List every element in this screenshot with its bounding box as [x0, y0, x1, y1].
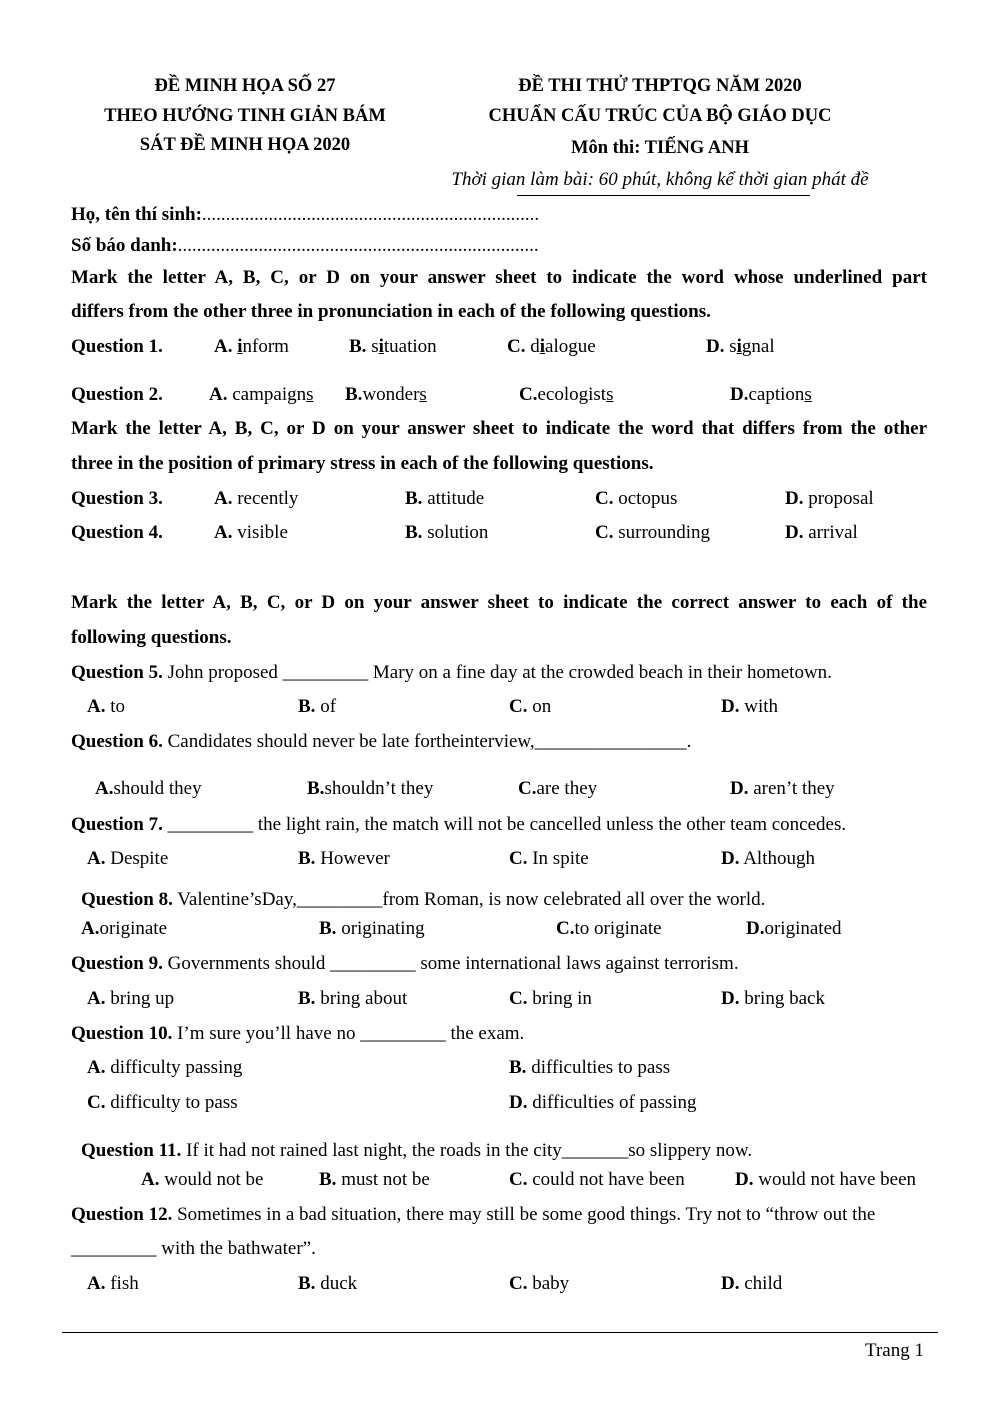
q6-option-d[interactable]: D. aren’t they: [730, 778, 835, 799]
q10-option-d[interactable]: D. difficulties of passing: [509, 1092, 697, 1113]
header-left-line-2: THEO HƯỚNG TINH GIẢN BÁM: [104, 106, 386, 126]
student-id-field: ............................................................................: [177, 235, 539, 256]
q10-option-c[interactable]: C. difficulty to pass: [87, 1092, 238, 1113]
q12-option-c[interactable]: C. baby: [509, 1273, 570, 1294]
q1-option-c[interactable]: C. dialogue: [507, 336, 596, 357]
student-id-label: Số báo danh:: [71, 235, 178, 256]
q7-option-b[interactable]: B. However: [298, 848, 390, 869]
q4-option-b[interactable]: B. solution: [405, 522, 489, 543]
student-name-row: [71, 204, 539, 226]
q3-option-c[interactable]: C. octopus: [595, 488, 678, 509]
footer-divider: [62, 1332, 938, 1333]
q6-option-b[interactable]: B.shouldn’t they: [307, 778, 434, 799]
question-11-stem: Question 11. If it had not rained last night, the roads in the city_______so slippery now.: [81, 1140, 753, 1161]
section-3-instruction-line-1: Mark the letter A, B, C, or D on your answer sheet to indicate the correct answer to each of the: [71, 592, 927, 613]
q1-option-d[interactable]: D. signal: [706, 336, 775, 357]
q10-option-a[interactable]: A. difficulty passing: [87, 1057, 243, 1078]
question-8-stem: Question 8. Valentine’sDay,_________from Roman, is now celebrated all over the world.: [81, 889, 766, 910]
q2-option-c[interactable]: C.ecologists: [519, 384, 614, 405]
section-1-instruction-line-2: differs from the other three in pronunciation in each of the following questions.: [71, 301, 711, 322]
section-2-instruction-line-2: three in the position of primary stress in each of the following questions.: [71, 453, 654, 474]
q5-option-c[interactable]: C. on: [509, 696, 552, 717]
question-4-label: Question 4.: [71, 522, 163, 543]
q4-option-c[interactable]: C. surrounding: [595, 522, 711, 543]
q7-option-d[interactable]: D. Although: [721, 848, 815, 869]
question-6-stem: Question 6. Candidates should never be late fortheinterview,________________.: [71, 731, 692, 752]
q2-option-b[interactable]: B.wonders: [345, 384, 427, 405]
q11-option-a[interactable]: A. would not be: [141, 1169, 264, 1190]
question-2-label: Question 2.: [71, 384, 163, 405]
q9-option-a[interactable]: A. bring up: [87, 988, 175, 1009]
q6-option-a[interactable]: A.should they: [95, 778, 202, 799]
question-9-stem: Question 9. Governments should _________ some international laws against terrorism.: [71, 953, 739, 974]
question-12-stem: Question 12. Sometimes in a bad situation, there may still be some good things. Try not to “throw out the: [71, 1204, 876, 1225]
q7-option-c[interactable]: C. In spite: [509, 848, 589, 869]
q8-option-b[interactable]: B. originating: [319, 918, 425, 939]
q11-option-d[interactable]: D. would not have been: [735, 1169, 916, 1190]
q5-option-a[interactable]: A. to: [87, 696, 126, 717]
header-right-line-3: Môn thi: TIẾNG ANH: [570, 138, 749, 158]
q8-option-d[interactable]: D.originated: [746, 918, 842, 939]
q4-option-d[interactable]: D. arrival: [785, 522, 858, 543]
q8-option-c[interactable]: C.to originate: [556, 918, 662, 939]
q12-option-b[interactable]: B. duck: [298, 1273, 358, 1294]
header-left-line-1: ĐỀ MINH HỌA SỐ 27: [154, 76, 336, 96]
q9-option-d[interactable]: D. bring back: [721, 988, 825, 1009]
section-2-instruction-line-1: Mark the letter A, B, C, or D on your answer sheet to indicate the word that differs from the other: [71, 418, 927, 439]
exam-time: Thời gian làm bài: 60 phút, không kể thời gian phát đề: [451, 169, 869, 190]
q5-option-b[interactable]: B. of: [298, 696, 337, 717]
q1-option-a[interactable]: A. inform: [214, 336, 289, 357]
q3-option-a[interactable]: A. recently: [214, 488, 299, 509]
time-underline: [517, 195, 810, 196]
header-right-line-2: CHUẨN CẤU TRÚC CỦA BỘ GIÁO DỤC: [488, 106, 832, 126]
q2-option-d[interactable]: D.captions: [730, 384, 812, 405]
section-3-instruction-line-2: following questions.: [71, 627, 232, 648]
q2-option-a[interactable]: A. campaigns: [209, 384, 314, 405]
question-10-stem: Question 10. I’m sure you’ll have no _________ the exam.: [71, 1023, 525, 1044]
question-12-stem-line-2: _________ with the bathwater”.: [71, 1238, 316, 1259]
q3-option-d[interactable]: D. proposal: [785, 488, 874, 509]
q7-option-a[interactable]: A. Despite: [87, 848, 169, 869]
q5-option-d[interactable]: D. with: [721, 696, 779, 717]
header-left-line-3: SÁT ĐỀ MINH HỌA 2020: [139, 135, 351, 155]
q6-option-c[interactable]: C.are they: [518, 778, 598, 799]
q9-option-c[interactable]: C. bring in: [509, 988, 592, 1009]
header-right-line-1: ĐỀ THI THỬ THPTQG NĂM 2020: [518, 76, 802, 96]
question-7-stem: Question 7. _________ the light rain, the match will not be cancelled unless the other team concedes.: [71, 814, 847, 835]
question-3-label: Question 3.: [71, 488, 163, 509]
q1-option-b[interactable]: B. situation: [349, 336, 437, 357]
student-name-label: Họ, tên thí sinh:: [71, 204, 202, 225]
page-number: Trang 1: [865, 1340, 924, 1361]
question-1-label: Question 1.: [71, 336, 163, 357]
q10-option-b[interactable]: B. difficulties to pass: [509, 1057, 671, 1078]
q11-option-b[interactable]: B. must not be: [319, 1169, 430, 1190]
section-1-instruction-line-1: Mark the letter A, B, C, or D on your answer sheet to indicate the word whose underlined part: [71, 267, 927, 288]
q12-option-d[interactable]: D. child: [721, 1273, 783, 1294]
q4-option-a[interactable]: A. visible: [214, 522, 288, 543]
q9-option-b[interactable]: B. bring about: [298, 988, 408, 1009]
q3-option-b[interactable]: B. attitude: [405, 488, 485, 509]
q11-option-c[interactable]: C. could not have been: [509, 1169, 685, 1190]
q12-option-a[interactable]: A. fish: [87, 1273, 139, 1294]
q8-option-a[interactable]: A.originate: [81, 918, 168, 939]
question-5-stem: Question 5. John proposed _________ Mary on a fine day at the crowded beach in their hometown.: [71, 662, 832, 683]
student-name-field: .......................................................................: [201, 204, 540, 225]
student-id-row: [71, 235, 539, 257]
